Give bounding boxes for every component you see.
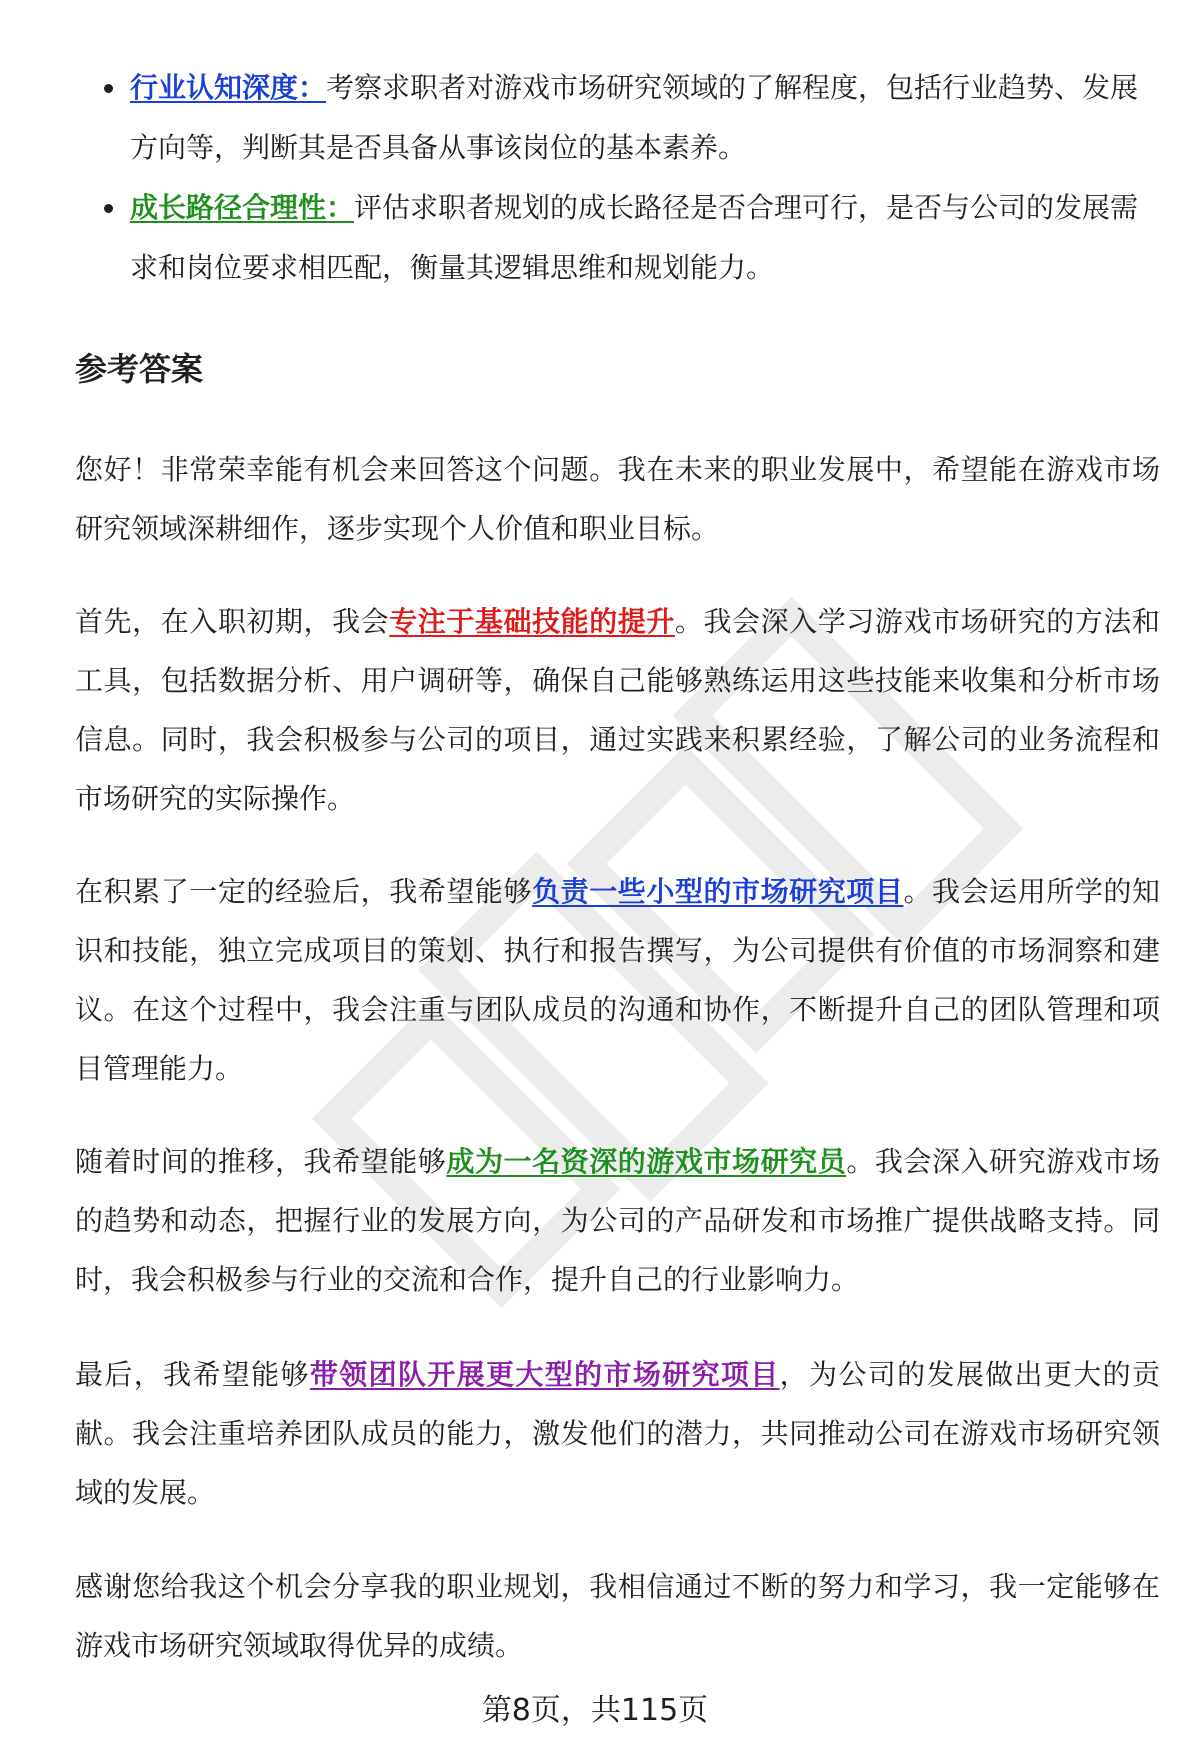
paragraph-text: 。我会深入研究游戏市场的趋势和动态，把握行业的发展方向，为公司的产品研发和市场推广提供战略支持。同时，我会积极参与行业的交流和合作，提升自己的行业影响力。 [75,1145,1160,1296]
section-title: 参考答案 [75,350,204,388]
criterion-label: 行业认知深度： [130,71,327,104]
key-phrase: 负责一些小型的市场研究项目 [532,875,904,908]
paragraph-text: 首先，在入职初期，我会 [75,605,390,638]
criteria-list [104,58,1154,298]
key-phrase: 成为一名资深的游戏市场研究员 [446,1145,847,1178]
criterion-text: 考察求职者对游戏市场研究领域的了解程度，包括行业趋势、发展方向等，判断其是否具备从事该岗位的基本素养。 [130,71,1139,164]
bullet-icon [104,204,113,213]
key-phrase: 带领团队开展更大型的市场研究项目 [309,1358,780,1391]
answer-paragraph-closing: 感谢您给我这个机会分享我的职业规划，我相信通过不断的努力和学习，我一定能够在游戏市场研究领域取得优异的成绩。 [75,1570,1160,1662]
paragraph-text: 。我会深入学习游戏市场研究的方法和工具，包括数据分析、用户调研等，确保自己能够熟练运用这些技能来收集和分析市场信息。同时，我会积极参与公司的项目，通过实践来积累经验，了解公司的业务流程和市场研究的实际操作。 [75,605,1160,815]
criterion-label: 成长路径合理性： [130,191,355,224]
paragraph-text: 随着时间的推移，我希望能够 [75,1145,447,1178]
list-item [104,58,1154,178]
list-item [104,178,1154,298]
paragraph-text: ，为公司的发展做出更大的贡献。我会注重培养团队成员的能力，激发他们的潜力，共同推动公司在游戏市场研究领域的发展。 [75,1358,1160,1509]
answer-paragraph-first [75,592,1160,828]
answer-paragraph-second [75,862,1160,1098]
criterion-text: 评估求职者规划的成长路径是否合理可行，是否与公司的发展需求和岗位要求相匹配，衡量其逻辑思维和规划能力。 [130,191,1139,284]
paragraph-text: 。我会运用所学的知识和技能，独立完成项目的策划、执行和报告撰写，为公司提供有价值的市场洞察和建议。在这个过程中，我会注重与团队成员的沟通和协作，不断提升自己的团队管理和项目管理能力。 [75,875,1160,1085]
answer-paragraph-fourth [75,1345,1160,1522]
bullet-icon [104,84,113,93]
paragraph-text: 在积累了一定的经验后，我希望能够 [75,875,533,908]
answer-paragraph-third [75,1132,1160,1309]
page-number: 第8页，共115页 [481,1693,709,1728]
key-phrase: 专注于基础技能的提升 [389,605,675,638]
answer-paragraph-intro: 您好！非常荣幸能有机会来回答这个问题。我在未来的职业发展中，希望能在游戏市场研究领域深耕细作，逐步实现个人价值和职业目标。 [75,453,1160,545]
paragraph-text: 最后，我希望能够 [75,1358,310,1391]
